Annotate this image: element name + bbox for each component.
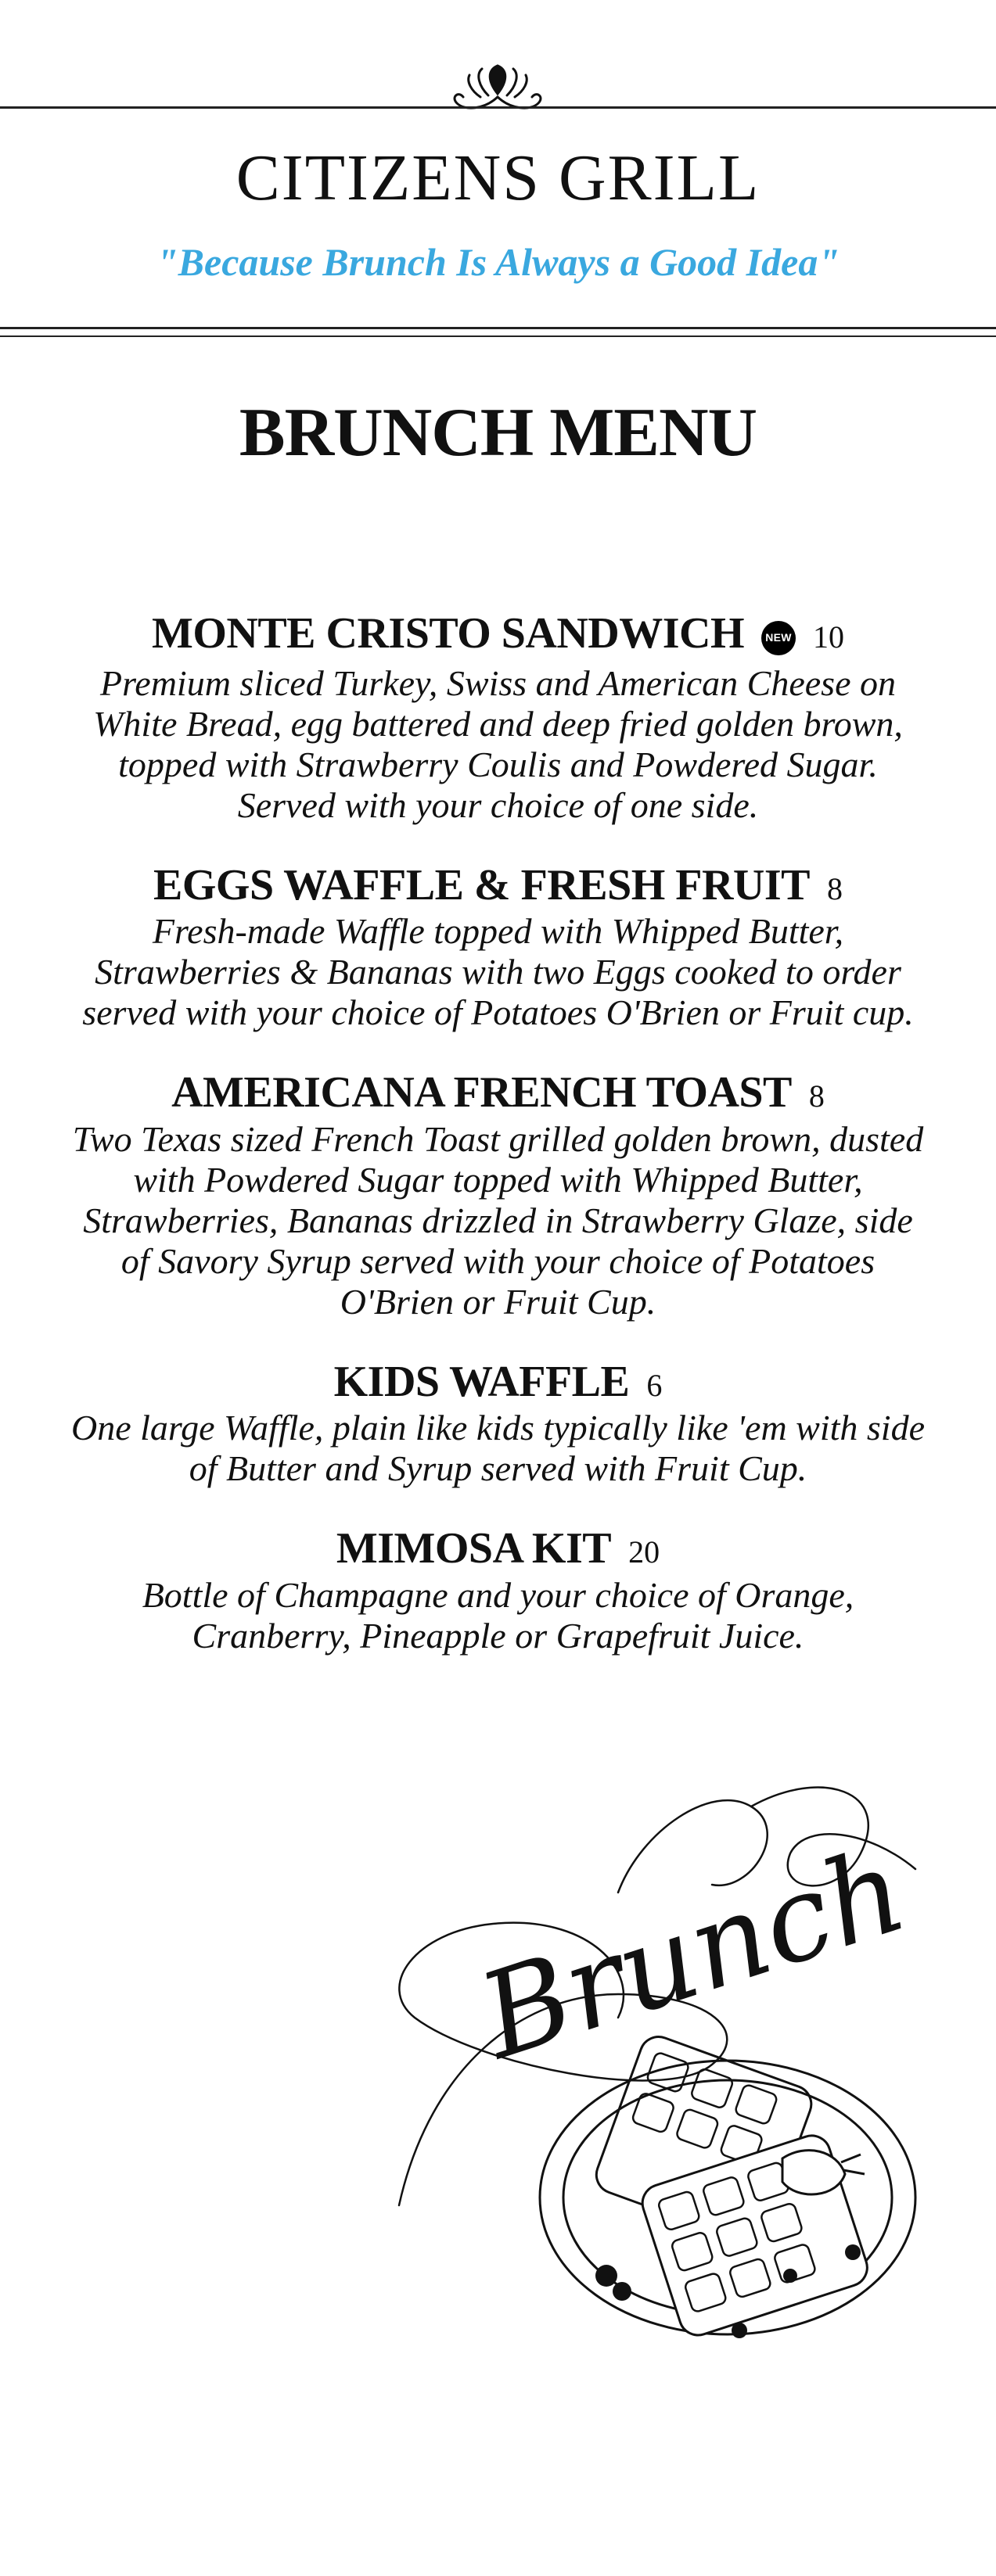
item-name: AMERICANA FRENCH TOAST (171, 1068, 792, 1118)
menu-title: BRUNCH MENU (239, 395, 757, 471)
restaurant-name: CITIZENS GRILL (236, 142, 760, 214)
header-divider-thin (0, 335, 996, 337)
item-description: Fresh-made Waffle topped with Whipped Butter, Strawberries & Bananas with two Eggs cooked to order served with your choice of Potatoes O'Brien or Fruit cup. (82, 911, 914, 1033)
item-price: 6 (646, 1367, 663, 1403)
menu-item (70, 862, 926, 1034)
item-description: One large Waffle, plain like kids typically like 'em with side of Butter and Syrup served with Fruit Cup. (70, 1408, 926, 1489)
menu-item (70, 1525, 926, 1656)
item-description: Bottle of Champagne and your choice of Orange, Cranberry, Pineapple or Grapefruit Juice. (142, 1575, 854, 1656)
brunch-script: Brunch (465, 1821, 922, 2086)
new-badge: NEW (761, 621, 796, 655)
flourish-ornament-icon (441, 63, 555, 117)
item-name: MONTE CRISTO SANDWICH (151, 609, 745, 658)
item-price: 10 (813, 619, 845, 655)
menu-item (70, 1358, 926, 1490)
item-name: MIMOSA KIT (336, 1524, 612, 1573)
item-price: 20 (628, 1534, 660, 1570)
top-divider (0, 106, 996, 109)
header-divider (0, 327, 996, 329)
waffle-plate-icon (383, 1736, 931, 2346)
item-name: KIDS WAFFLE (333, 1357, 630, 1406)
item-price: 8 (808, 1078, 825, 1114)
item-name: EGGS WAFFLE & FRESH FRUIT (153, 860, 811, 909)
item-price: 8 (827, 870, 843, 906)
item-description: Two Texas sized French Toast grilled golden brown, dusted with Powdered Sugar topped with Whipped Butter, Strawberries, Bananas drizzled in Strawberry Glaze, side of Savory Syrup served with your choice of Potatoes O'Brien or Fruit Cup. (72, 1118, 924, 1322)
menu-items (70, 610, 926, 1692)
item-description: Premium sliced Turkey, Swiss and American Cheese on White Bread, egg battered and deep fried golden brown, topped with Strawberry Coulis and Powdered Sugar. Served with your choice of one side. (93, 662, 903, 825)
menu-item (70, 1069, 926, 1322)
menu-item (70, 610, 926, 826)
tagline: "Because Brunch Is Always a Good Idea" (156, 240, 840, 284)
